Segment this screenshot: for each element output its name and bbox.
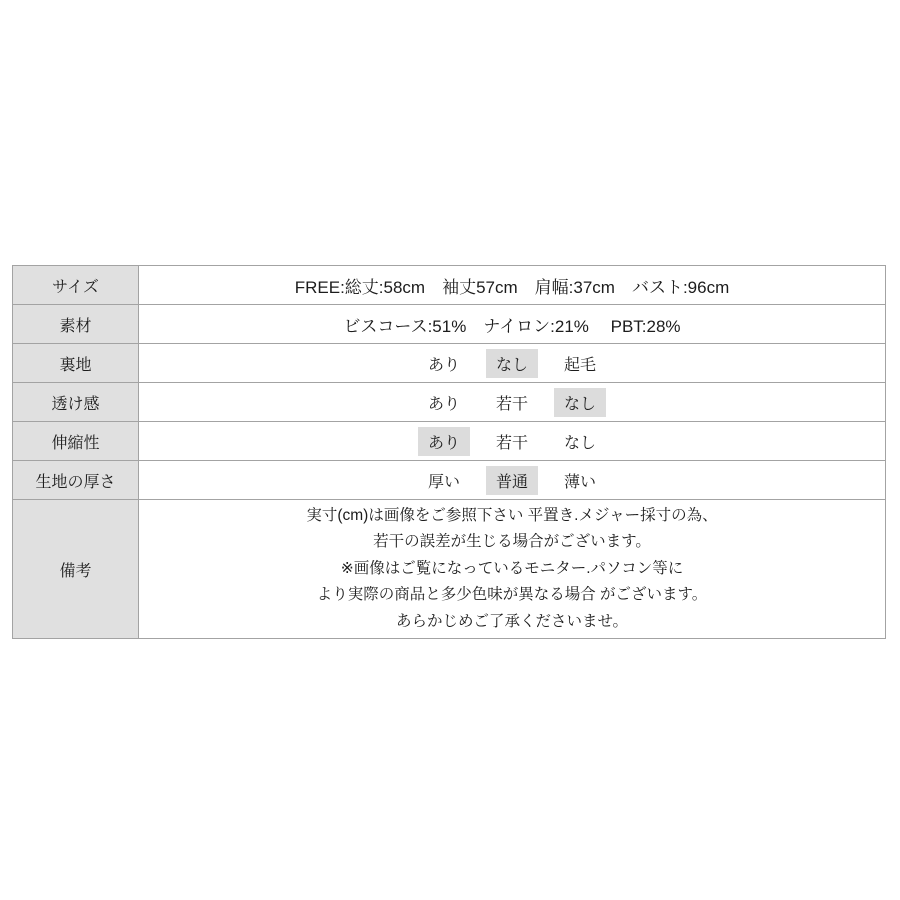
notes-line: あらかじめご了承くださいませ。 [395, 612, 629, 630]
row-options-lining [139, 344, 885, 382]
option-stretch-2: なし [564, 434, 597, 452]
spec-row-lining [13, 344, 885, 383]
row-label-fabric-thickness: 生地の厚さ [13, 461, 139, 499]
option-sheerness-1: 若干 [495, 395, 528, 413]
notes-line: 若干の誤差が生じる場合がございます。 [373, 533, 651, 551]
option-lining-2: 起毛 [564, 356, 597, 374]
notes-text [139, 503, 885, 636]
row-label-sheerness: 透け感 [13, 383, 139, 421]
row-label-lining: 裏地 [13, 344, 139, 382]
row-value-size: FREE:総丈:58cm 袖丈57cm 肩幅:37cm バスト:96cm [294, 277, 730, 297]
spec-row-material [13, 305, 885, 344]
row-options-sheerness [139, 383, 885, 421]
option-stretch-0-selected: あり [418, 427, 470, 456]
notes-line: 実寸(cm)は画像をご参照下さい 平置き.メジャー採寸の為、 [306, 506, 718, 524]
spec-row-sheerness [13, 383, 885, 422]
product-spec-table [12, 265, 886, 639]
notes-line: より実際の商品と多少色味が異なる場合 がございます。 [316, 586, 708, 604]
row-options-stretch [139, 422, 885, 460]
row-label-remarks: 備考 [13, 500, 139, 638]
spec-row-remarks [13, 500, 885, 639]
row-label-stretch: 伸縮性 [13, 422, 139, 460]
option-fabric-thickness-2: 薄い [564, 473, 597, 491]
row-options-fabric-thickness [139, 461, 885, 499]
row-label-material: 素材 [13, 305, 139, 343]
option-sheerness-0: あり [427, 395, 460, 413]
option-lining-0: あり [427, 356, 460, 374]
notes-line: ※画像はご覧になっているモニター.パソコン等に [340, 559, 684, 577]
option-stretch-1: 若干 [495, 434, 528, 452]
spec-row-fabric-thickness [13, 461, 885, 500]
row-value-remarks [139, 500, 885, 638]
spec-row-stretch [13, 422, 885, 461]
option-lining-1-selected: なし [486, 349, 538, 378]
option-sheerness-2-selected: なし [554, 388, 606, 417]
option-fabric-thickness-0: 厚い [427, 473, 460, 491]
option-fabric-thickness-1-selected: 普通 [486, 466, 538, 495]
spec-row-size [13, 266, 885, 305]
row-value-material: ビスコース:51% ナイロン:21% PBT:28% [343, 316, 681, 336]
row-label-size: サイズ [13, 266, 139, 304]
